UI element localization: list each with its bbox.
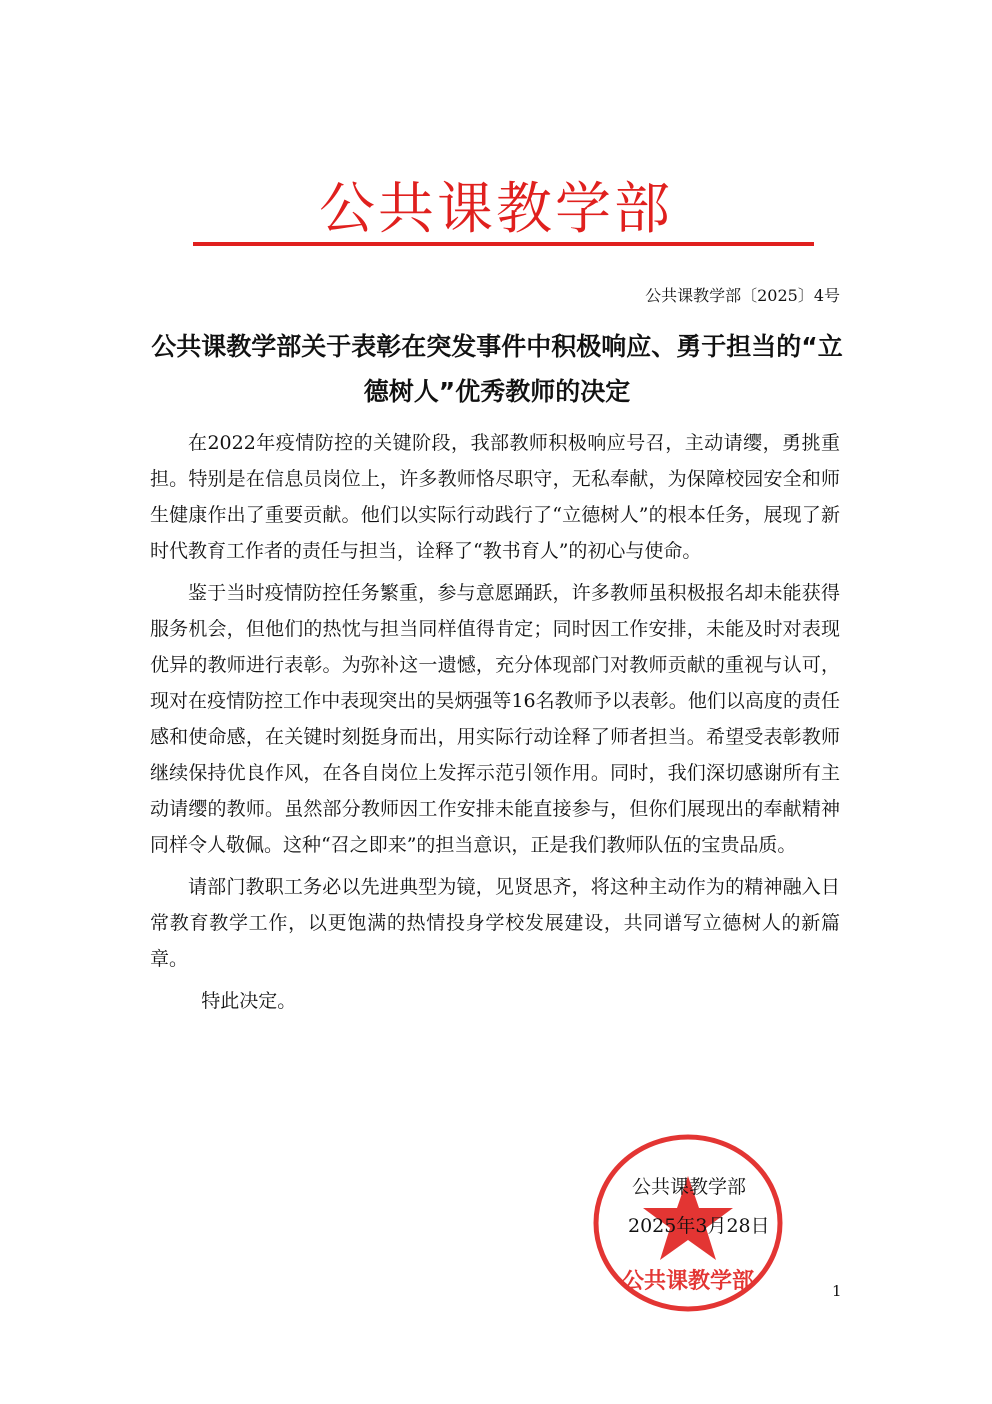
document-title: 公共课教学部关于表彰在突发事件中积极响应、勇于担当的“立德树人”优秀教师的决定	[151, 332, 843, 406]
body-paragraph: 鉴于当时疫情防控任务繁重，参与意愿踊跃，许多教师虽积极报名却未能获得服务机会，但他们的热忱与担当同样值得肯定；同时因工作安排，未能及时对表现优异的教师进行表彰。为弥补这一遗憾，充分体现部门对教师贡献的重视与认可，现对在疫情防控工作中表现突出的吴炳强等16名教师予以表彰。他们以高度的责任感和使命感，在关键时刻挺身而出，用实际行动诠释了师者担当。希望受表彰教师继续保持优良作风，在各自岗位上发挥示范引领作用。同时，我们深切感谢所有主动请缨的教师。虽然部分教师因工作安排未能直接参与，但你们展现出的奉献精神同样令人敬佩。这种“召之即来”的担当意识，正是我们教师队伍的宝贵品质。	[150, 582, 840, 856]
closing-line: 特此决定。	[201, 990, 297, 1012]
letterhead-red-rule	[193, 242, 814, 246]
signature-date: 2025年3月28日	[628, 1215, 770, 1237]
document-number: 公共课教学部〔2025〕4号	[645, 286, 840, 305]
document-body	[150, 425, 840, 1019]
page-number: 1	[832, 1282, 842, 1300]
seal-inner-text: 公共课教学部	[621, 1269, 755, 1294]
body-paragraph: 在2022年疫情防控的关键阶段，我部教师积极响应号召，主动请缨，勇挑重担。特别是在信息员岗位上，许多教师恪尽职守，无私奉献，为保障校园安全和师生健康作出了重要贡献。他们以实际行动践行了“立德树人”的根本任务，展现了新时代教育工作者的责任与担当，诠释了“教书育人”的初心与使命。	[150, 432, 840, 562]
body-paragraph: 请部门教职工务必以先进典型为镜，见贤思齐，将这种主动作为的精神融入日常教育教学工作，以更饱满的热情投身学校发展建设，共同谱写立德树人的新篇章。	[150, 876, 840, 970]
letterhead-org-name: 公共课教学部	[319, 177, 673, 242]
signature-department: 公共课教学部	[632, 1176, 747, 1198]
